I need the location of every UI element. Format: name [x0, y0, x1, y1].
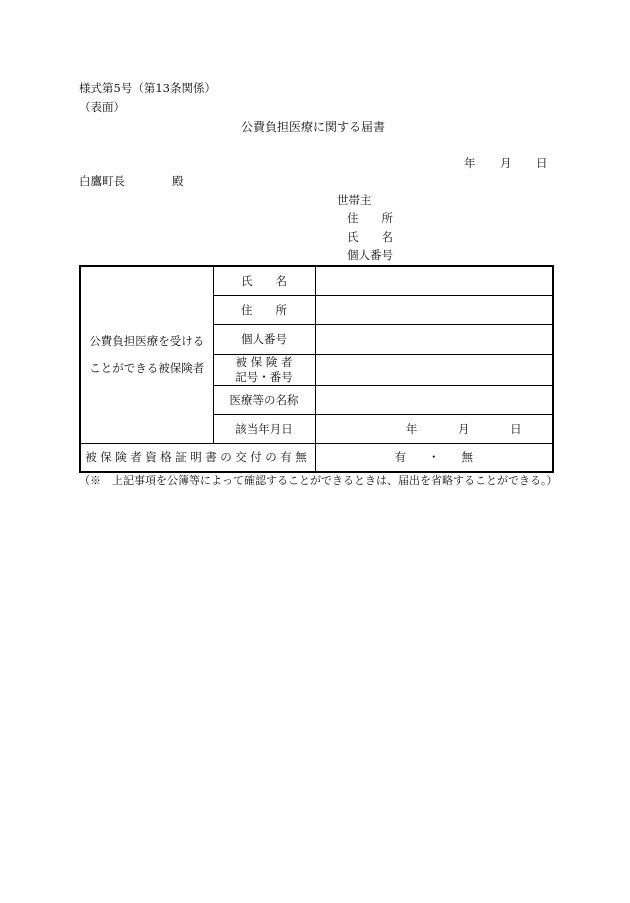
row-value-insured-symbol[interactable] [315, 354, 553, 385]
row-label-insured-symbol-line2: 記号・番号 [235, 369, 293, 384]
applicable-year: 年 [405, 421, 418, 436]
document-title: 公費負担医療に関する届書 [241, 120, 386, 134]
row-label-insured-symbol [213, 354, 315, 385]
applicable-day: 日 [510, 421, 522, 436]
applicable-month: 月 [457, 421, 470, 436]
row-label-name: 氏 名 [213, 266, 315, 295]
applicant-id-label: 個人番号 [347, 248, 393, 262]
addressee-name: 白鷹町長 [79, 174, 125, 188]
row-value-name[interactable] [315, 266, 553, 295]
form-side-label: （表面） [79, 100, 125, 114]
row-value-id-number[interactable] [315, 324, 553, 354]
insured-info-table [79, 265, 554, 473]
certificate-value[interactable] [315, 443, 553, 472]
applicant-heading: 世帯主 [337, 193, 372, 207]
date-day: 日 [536, 156, 548, 170]
insured-group-label [80, 266, 213, 443]
applicant-address-label: 住 所 [347, 211, 393, 225]
addressee-honorific: 殿 [172, 174, 184, 188]
row-label-applicable-date: 該当年月日 [213, 414, 315, 443]
row-label-address: 住 所 [213, 295, 315, 324]
applicant-name-label: 氏 名 [347, 230, 393, 244]
date-year: 年 [464, 156, 476, 170]
insured-group-label-line2: ことができる被保険者 [89, 360, 205, 375]
date-month: 月 [500, 156, 512, 170]
footnote: （※ 上記事項を公簿等によって確認することができるときは、届出を省略することができる。） [79, 474, 558, 487]
certificate-label: 被保険者資格証明書の交付の有無 [80, 443, 315, 472]
row-label-insured-symbol-line1: 被 保 険 者 [235, 354, 293, 369]
certificate-yes[interactable]: 有 [394, 450, 406, 465]
certificate-separator: ・ [428, 450, 440, 465]
row-value-applicable-date[interactable] [315, 414, 553, 443]
row-label-medical-name: 医療等の名称 [213, 385, 315, 414]
row-value-address[interactable] [315, 295, 553, 324]
certificate-no[interactable]: 無 [461, 450, 473, 465]
form-number: 様式第5号（第13条関係） [79, 81, 216, 95]
row-value-medical-name[interactable] [315, 385, 553, 414]
insured-group-label-line1: 公費負担医療を受ける [89, 333, 205, 348]
row-label-id-number: 個人番号 [213, 324, 315, 354]
